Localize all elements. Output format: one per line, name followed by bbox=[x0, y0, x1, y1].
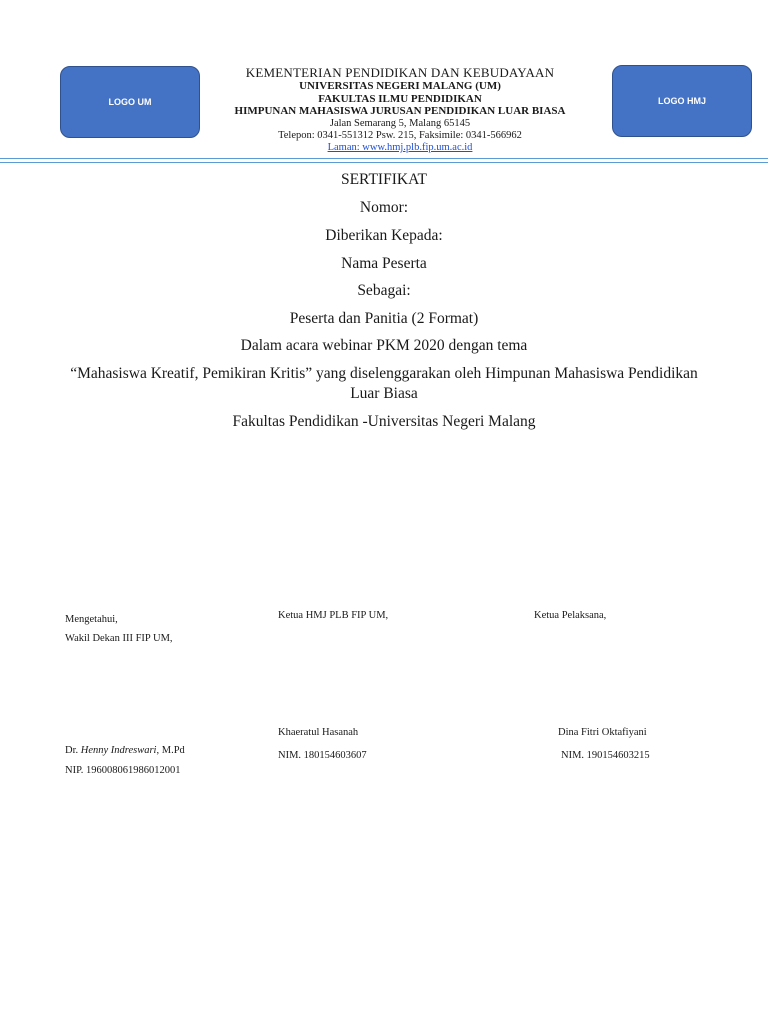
hmj-chair-name: Khaeratul Hasanah bbox=[278, 727, 359, 738]
header-divider-top bbox=[0, 158, 768, 159]
given-to-label: Diberikan Kepada: bbox=[325, 227, 443, 244]
association-name: HIMPUNAN MAHASISWA JURUSAN PENDIDIKAN LUAR BIASA bbox=[234, 105, 566, 117]
ministry-name: KEMENTERIAN PENDIDIKAN DAN KEBUDAYAAN bbox=[245, 65, 555, 80]
participant-role: Peserta dan Panitia (2 Format) bbox=[289, 310, 479, 327]
header-divider-bottom bbox=[0, 162, 768, 163]
vice-dean-name bbox=[65, 745, 185, 756]
faculty-university-line: Fakultas Pendidikan -Universitas Negeri Malang bbox=[232, 413, 536, 430]
role-label: Sebagai: bbox=[357, 282, 411, 299]
vice-dean-name-italic: Henny Indreswari bbox=[80, 745, 157, 756]
contact-line: Telepon: 0341-551312 Psw. 215, Faksimile: 0341-566962 bbox=[278, 130, 522, 141]
logo-hmj-placeholder bbox=[612, 65, 752, 137]
logo-um-placeholder bbox=[60, 66, 200, 138]
logo-hmj-label: LOGO HMJ bbox=[657, 96, 706, 106]
faculty-name: FAKULTAS ILMU PENDIDIKAN bbox=[318, 93, 482, 105]
address-line: Jalan Semarang 5, Malang 65145 bbox=[329, 118, 471, 129]
acknowledged-label: Mengetahui, bbox=[65, 614, 118, 625]
university-name: UNIVERSITAS NEGERI MALANG (UM) bbox=[299, 80, 501, 92]
committee-chair-nim: NIM. 190154603215 bbox=[561, 750, 650, 761]
website-link[interactable]: Laman: www.hmj.plb.fip.um.ac.id bbox=[327, 142, 473, 153]
committee-chair-name: Dina Fitri Oktafiyani bbox=[558, 727, 647, 738]
participant-name: Nama Peserta bbox=[341, 255, 427, 272]
event-description: Dalam acara webinar PKM 2020 dengan tema bbox=[240, 337, 528, 354]
committee-chair-title: Ketua Pelaksana, bbox=[534, 610, 607, 621]
vice-dean-title: Wakil Dekan III FIP UM, bbox=[65, 633, 173, 644]
logo-um-label: LOGO UM bbox=[108, 97, 152, 107]
hmj-chair-nim: NIM. 180154603607 bbox=[278, 750, 367, 761]
hmj-chair-title: Ketua HMJ PLB FIP UM, bbox=[278, 610, 389, 621]
certificate-title: SERTIFIKAT bbox=[340, 171, 428, 188]
certificate-number-label: Nomor: bbox=[359, 199, 409, 216]
vice-dean-name-prefix: Dr. bbox=[65, 745, 81, 756]
vice-dean-nip: NIP. 196008061986012001 bbox=[65, 765, 181, 776]
event-theme: “Mahasiswa Kreatif, Pemikiran Kritis” yang diselenggarakan oleh Himpunan Mahasiswa Pendidikan Luar Biasa bbox=[70, 365, 698, 402]
vice-dean-name-suffix: , M.Pd bbox=[156, 745, 185, 756]
